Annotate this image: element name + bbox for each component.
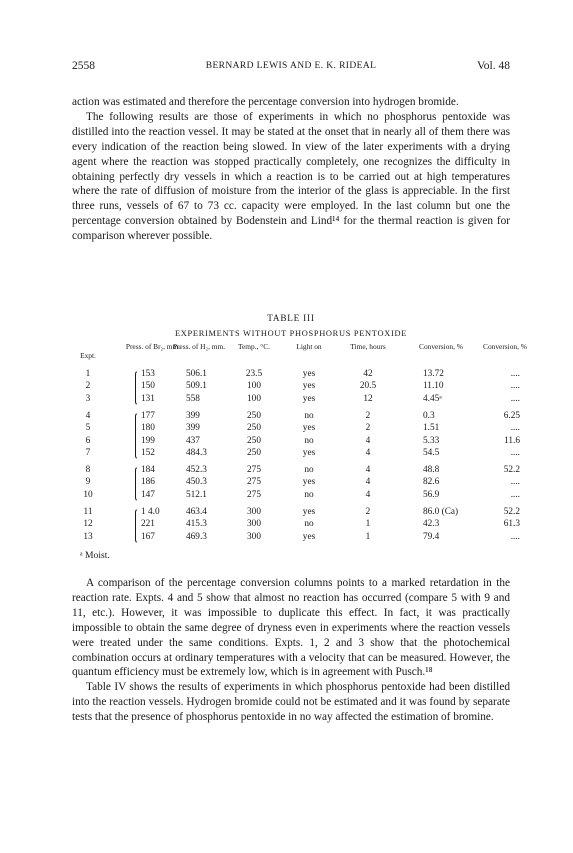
- press-h2-cell: 399: [186, 410, 200, 421]
- paragraph: Table IV shows the results of experiments in which phosphorus pentoxide had been distilled into the reaction vessels. Hydrogen bromide could not be estimated and it was found by separate tests that the presence of phosphorus pentoxide in no way affected the estimation of bromine.: [72, 681, 510, 724]
- temp-cell: 275: [247, 489, 261, 500]
- press-br2-cell: 150: [141, 381, 155, 392]
- light-cell: yes: [302, 447, 316, 458]
- press-h2-cell: 399: [186, 423, 200, 434]
- conversion-cell: 79.4: [423, 531, 440, 542]
- conversion-lit-cell: ....: [510, 423, 520, 434]
- light-cell: yes: [302, 381, 316, 392]
- hdr-press-br2: Press. of Br₂, mm.: [125, 342, 181, 351]
- light-cell: yes: [302, 369, 316, 379]
- table-title: EXPERIMENTS WITHOUT PHOSPHORUS PENTOXIDE: [174, 329, 408, 338]
- temp-cell: 250: [247, 410, 261, 421]
- press-h2-cell: 437: [186, 435, 200, 446]
- group-brace: [135, 370, 140, 406]
- press-br2-cell: 153: [141, 369, 155, 379]
- hdr-light: Light on: [296, 342, 322, 351]
- conversion-cell: 1.51: [423, 423, 440, 434]
- conversion-cell: 86.0 (Ca): [423, 507, 459, 517]
- press-h2-cell: 450.3: [186, 477, 207, 488]
- conversion-cell: 56.9: [423, 489, 440, 500]
- conversion-cell: 54.5: [423, 447, 440, 458]
- conversion-cell: 48.8: [423, 465, 440, 476]
- temp-cell: 23.5: [245, 369, 263, 379]
- time-cell: 2: [365, 507, 371, 517]
- time-cell: 2: [365, 410, 371, 421]
- light-cell: no: [304, 519, 314, 530]
- table-footnote: ᵃ Moist.: [80, 550, 110, 561]
- expt-cell: 2: [85, 381, 91, 392]
- temp-cell: 275: [247, 465, 261, 476]
- light-cell: yes: [302, 531, 316, 542]
- temp-cell: 250: [247, 435, 261, 446]
- hdr-time: Time, hours: [350, 342, 386, 351]
- page-header: [72, 60, 510, 76]
- time-cell: 4: [365, 435, 371, 446]
- paragraph: action was estimated and therefore the percentage conversion into hydrogen bromide.: [72, 96, 459, 108]
- conversion-cell: 42.3: [423, 519, 440, 530]
- conversion-lit-cell: ....: [510, 381, 520, 392]
- temp-cell: 275: [247, 477, 261, 488]
- paragraph: A comparison of the percentage conversion columns points to a marked retardation in the reaction rate. Expts. 4 and 5 show that almost no reaction has occurred (compare 5 with 9 and 11, etc.). However, it was impossible to duplicate this effect. In fact, it was practically impossible to obtain the same degree of dryness even in experiments where the reaction vessels were treated under the same conditions. Expts. 1, 2 and 3 show that the photochemical combination occurs at ordinary temperatures with a velocity that can be measured. However, the quantum efficiency must be extremely low, which is in agreement with Pusch.¹⁸: [72, 577, 510, 679]
- time-cell: 1: [365, 519, 371, 530]
- press-br2-cell: 152: [141, 447, 155, 458]
- conversion-lit-cell: 52.2: [503, 507, 520, 517]
- press-h2-cell: 463.4: [186, 507, 207, 517]
- press-br2-cell: 1 4.0: [141, 507, 160, 517]
- temp-cell: 300: [247, 531, 261, 542]
- time-cell: 12: [363, 393, 373, 404]
- temp-cell: 250: [247, 447, 261, 458]
- press-br2-cell: 199: [141, 435, 155, 446]
- expt-cell: 11: [83, 507, 93, 517]
- time-cell: 42: [363, 369, 373, 379]
- conversion-cell: 4.45ᵃ: [423, 393, 442, 404]
- conversion-lit-cell: 61.3: [503, 519, 520, 530]
- conversion-lit-cell: 6.25: [503, 410, 520, 421]
- light-cell: no: [304, 435, 314, 446]
- volume-label: Vol. 48: [476, 60, 510, 72]
- group-brace: [135, 508, 140, 544]
- press-br2-cell: 177: [141, 410, 155, 421]
- hdr-press-h2: Press. of H₂, mm.: [172, 342, 226, 351]
- running-head: BERNARD LEWIS AND E. K. RIDEAL: [205, 61, 377, 71]
- conversion-cell: 0.3: [423, 410, 435, 421]
- expt-cell: 13: [83, 531, 93, 542]
- conversion-lit-cell: ....: [510, 489, 520, 500]
- hdr-expt: Expt.: [80, 351, 96, 360]
- conversion-lit-cell: ....: [510, 477, 520, 488]
- expt-cell: 12: [83, 519, 93, 530]
- time-cell: 1: [365, 531, 371, 542]
- time-cell: 4: [365, 489, 371, 500]
- conversion-cell: 82.6: [423, 477, 440, 488]
- time-cell: 20.5: [359, 381, 377, 392]
- time-cell: 4: [365, 465, 371, 476]
- light-cell: yes: [302, 423, 316, 434]
- press-h2-cell: 558: [186, 393, 200, 404]
- body-text-top: [72, 95, 510, 244]
- press-br2-cell: 167: [141, 531, 155, 542]
- time-cell: 4: [365, 447, 371, 458]
- light-cell: no: [304, 465, 314, 476]
- body-text-bottom: [72, 576, 510, 725]
- press-h2-cell: 509.1: [186, 381, 207, 392]
- temp-cell: 300: [247, 507, 261, 517]
- expt-cell: 10: [83, 489, 93, 500]
- press-h2-cell: 469.3: [186, 531, 207, 542]
- expt-cell: 9: [85, 477, 91, 488]
- table-number: TABLE III: [267, 313, 315, 323]
- press-h2-cell: 484.3: [186, 447, 207, 458]
- temp-cell: 100: [247, 393, 261, 404]
- hdr-conversion: Conversion, %: [419, 342, 463, 351]
- conversion-lit-cell: 11.6: [504, 435, 520, 446]
- group-brace: [135, 466, 140, 502]
- expt-cell: 6: [85, 435, 91, 446]
- temp-cell: 250: [247, 423, 261, 434]
- press-h2-cell: 415.3: [186, 519, 207, 530]
- light-cell: no: [304, 410, 314, 421]
- expt-cell: 5: [85, 423, 91, 434]
- press-h2-cell: 512.1: [186, 489, 207, 500]
- press-br2-cell: 180: [141, 423, 155, 434]
- light-cell: yes: [302, 507, 316, 517]
- temp-cell: 100: [247, 381, 261, 392]
- conversion-cell: 5.33: [423, 435, 440, 446]
- press-h2-cell: 452.3: [186, 465, 207, 476]
- press-h2-cell: 506.1: [186, 369, 207, 379]
- conversion-lit-cell: 52.2: [503, 465, 520, 476]
- conversion-lit-cell: ....: [510, 447, 520, 458]
- conversion-cell: 11.10: [423, 381, 444, 392]
- time-cell: 2: [365, 423, 371, 434]
- conversion-lit-cell: ....: [510, 369, 520, 379]
- group-brace: [135, 412, 140, 460]
- light-cell: yes: [302, 393, 316, 404]
- expt-cell: 8: [85, 465, 91, 476]
- paragraph: The following results are those of experiments in which no phosphorus pentoxide was distilled into the reaction vessel. It may be stated at the onset that in nearly all of them there was every indication of the reaction being slowed. In view of the later experiments with a drying agent where the reaction was stopped practically completely, one recognizes the difficulty in obtaining perfectly dry vessels in which a reaction is to be carried out at high temperatures where the rate of diffusion of moisture from the interior of the glass is appreciable. In the first three runs, vessels of 67 to 73 cc. capacity were employed. In the last column but one the percentage conversion obtained by Bodenstein and Lind¹⁴ for the thermal reaction is given for comparison wherever possible.: [72, 110, 510, 243]
- conversion-cell: 13.72: [423, 369, 444, 379]
- press-br2-cell: 221: [141, 519, 155, 530]
- time-cell: 4: [365, 477, 371, 488]
- press-br2-cell: 131: [141, 393, 155, 404]
- press-br2-cell: 184: [141, 465, 155, 476]
- press-br2-cell: 147: [141, 489, 155, 500]
- conversion-lit-cell: ....: [510, 393, 520, 404]
- light-cell: no: [304, 489, 314, 500]
- page-number: 2558: [72, 60, 95, 72]
- conversion-lit-cell: ....: [510, 531, 520, 542]
- expt-cell: 3: [85, 393, 91, 404]
- expt-cell: 1: [85, 369, 91, 379]
- hdr-conversion-lit: Conversion, %: [483, 342, 527, 351]
- temp-cell: 300: [247, 519, 261, 530]
- light-cell: yes: [302, 477, 316, 488]
- expt-cell: 4: [85, 410, 91, 421]
- expt-cell: 7: [85, 447, 91, 458]
- press-br2-cell: 186: [141, 477, 155, 488]
- hdr-temp: Temp., °C.: [238, 342, 270, 351]
